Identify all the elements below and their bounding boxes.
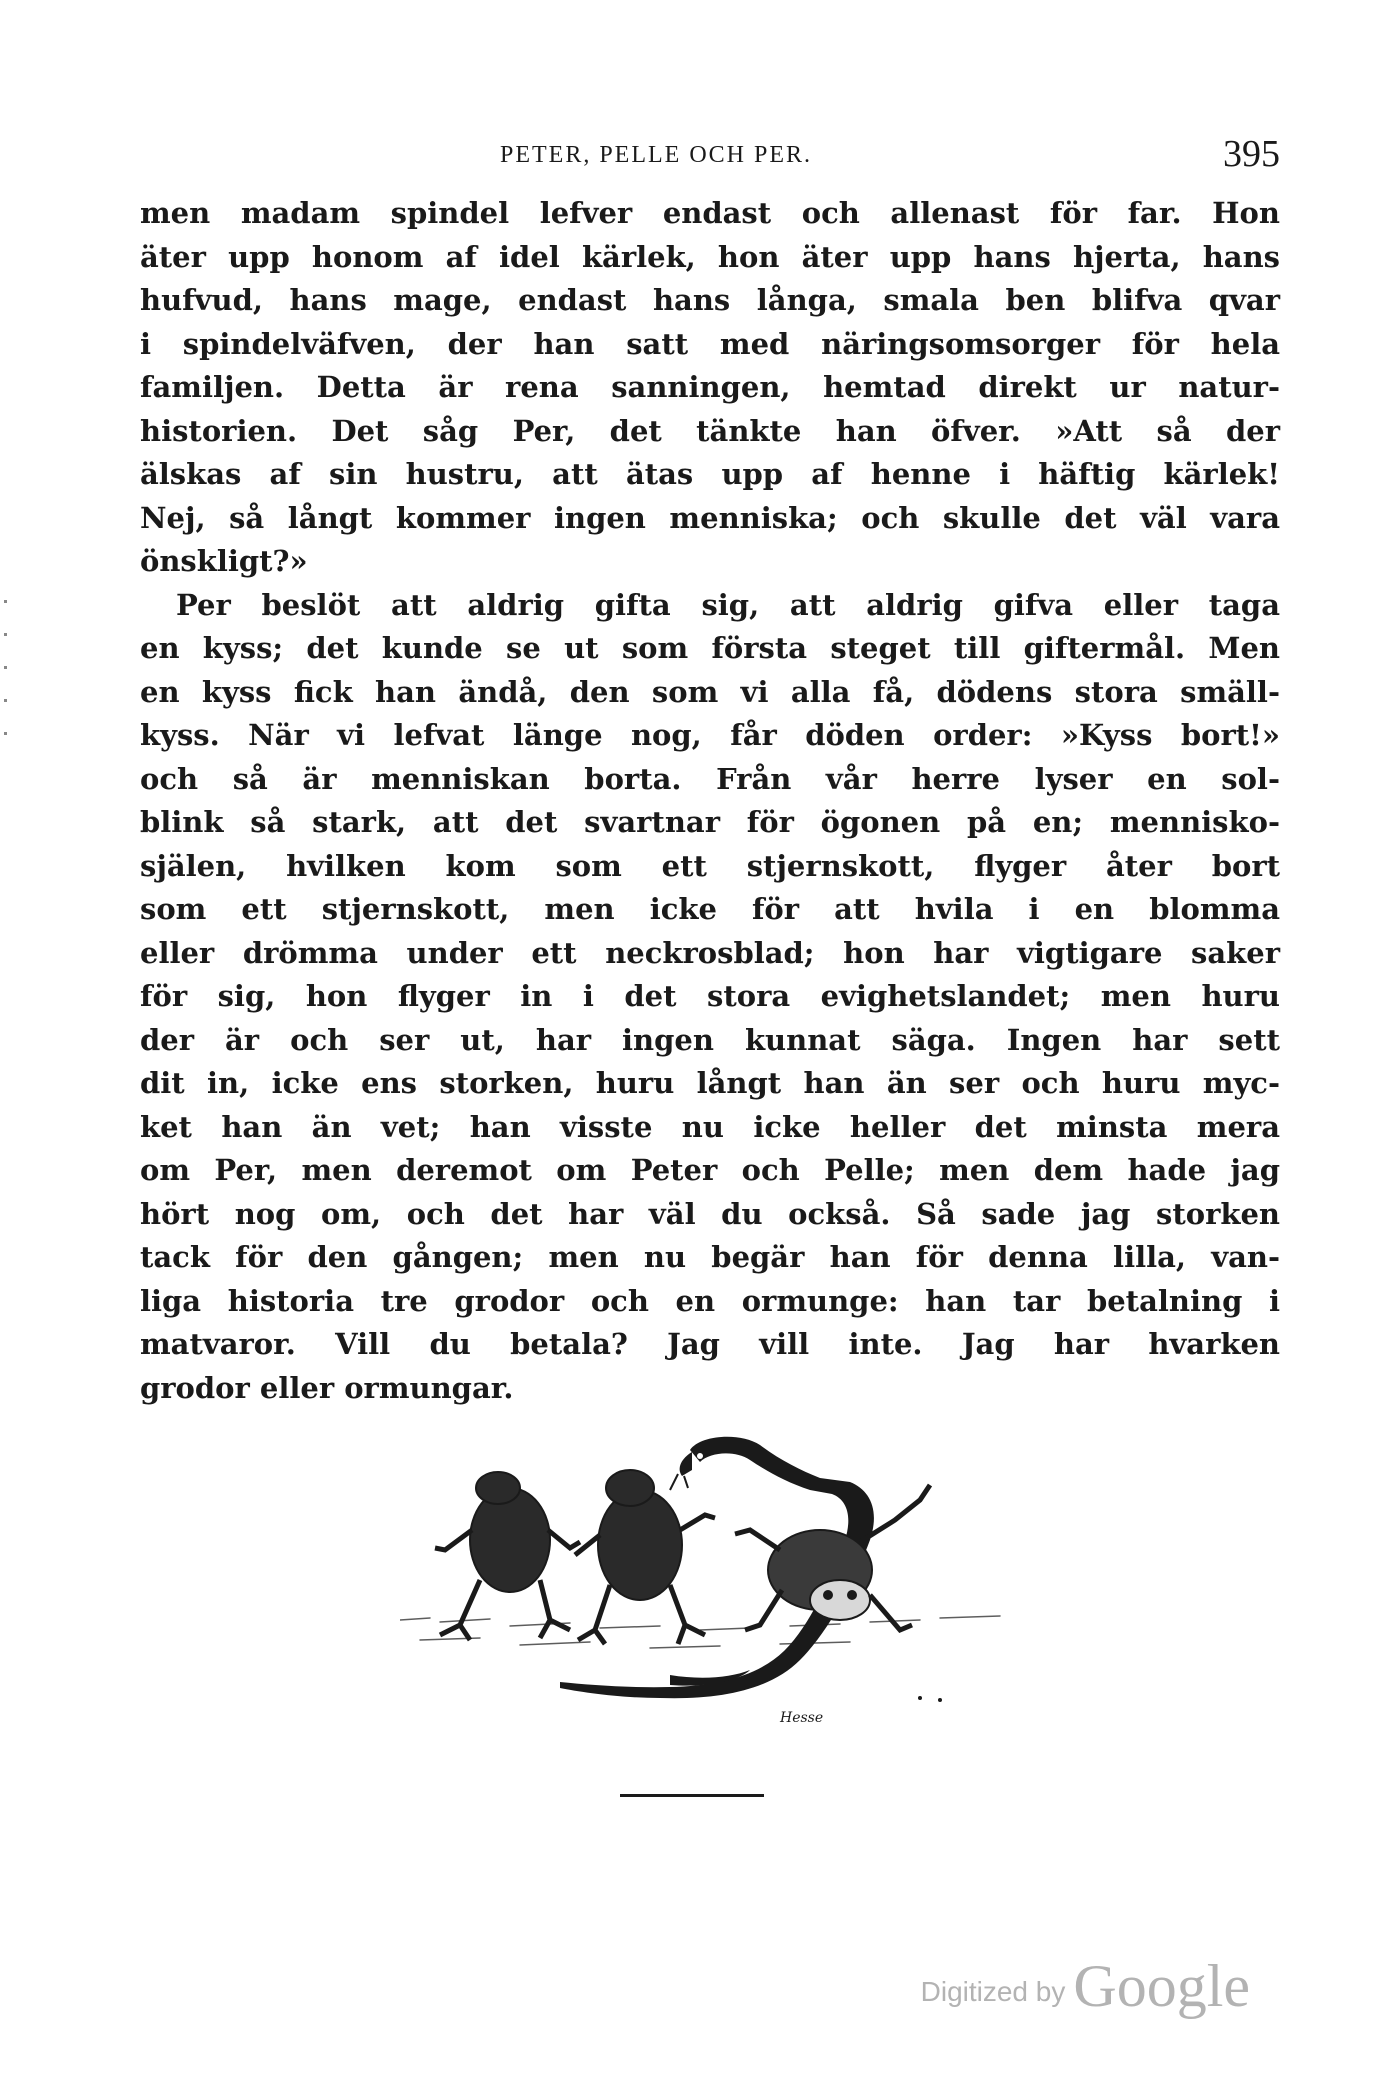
text-line: och så är menniskan borta. Från vår herre lyser en sol-	[140, 761, 1280, 796]
text-line: dit in, icke ens storken, huru långt han än ser och huru myc-	[140, 1066, 1280, 1100]
text-line: kyss. När vi lefvat länge nog, får döden order: »Kyss bort!»	[140, 718, 1280, 752]
text-line: älskas af sin hustru, att ätas upp af henne i häftig kärlek!	[140, 457, 1280, 491]
toads-and-snake-illustration	[400, 1430, 1160, 1750]
text-line: en kyss fick han ändå, den som vi alla få, dödens stora smäll-	[140, 674, 1280, 709]
text-line: för sig, hon flyger in i det stora evighetslandet; men huru	[140, 979, 1280, 1013]
body-text	[140, 192, 1280, 1410]
watermark-prefix: Digitized by	[920, 1976, 1066, 2007]
google-watermark	[920, 1953, 1250, 2019]
page-number: 395	[1223, 133, 1280, 175]
text-line: matvaror. Vill du betala? Jag vill inte. Jag har hvarken	[140, 1327, 1280, 1361]
running-title: PETER, PELLE OCH PER.	[500, 142, 813, 168]
text-line: Nej, så långt kommer ingen menniska; och skulle det väl vara	[140, 500, 1280, 535]
text-line: historien. Det såg Per, det tänkte han öfver. »Att så der	[140, 413, 1280, 448]
text-line: Per beslöt att aldrig gifta sig, att aldrig gifva eller taga	[176, 587, 1280, 622]
toad-middle	[575, 1470, 715, 1644]
text-line: grodor eller ormungar.	[140, 1370, 514, 1405]
text-line: der är och ser ut, har ingen kunnat säga. Ingen har sett	[140, 1022, 1280, 1057]
text-line: om Per, men deremot om Peter och Pelle; men dem hade jag	[140, 1153, 1280, 1187]
text-line: familjen. Detta är rena sanningen, hemtad direkt ur natur-	[140, 370, 1280, 404]
toad-right	[735, 1485, 930, 1630]
scan-edge-marks	[4, 600, 10, 840]
text-line: eller drömma under ett neckrosblad; hon har vigtigare saker	[140, 935, 1280, 970]
text-line: ket han än vet; han visste nu icke heller det minsta mera	[140, 1109, 1280, 1144]
artist-signature: Hesse	[780, 1710, 824, 1726]
text-line: i spindelväfven, der han satt med näringsomsorger för hela	[140, 326, 1280, 361]
text-line: men madam spindel lefver endast och allenast för far. Hon	[140, 196, 1280, 230]
toad-left	[435, 1472, 580, 1640]
text-line: hufvud, hans mage, endast hans långa, smala ben blifva qvar	[140, 283, 1280, 317]
running-head	[140, 128, 1280, 176]
text-line: önskligt?»	[140, 544, 308, 578]
text-line: liga historia tre grodor och en ormunge: han tar betalning i	[140, 1283, 1280, 1318]
text-line: tack för den gången; men nu begär han för denna lilla, van-	[140, 1240, 1280, 1274]
text-line: blink så stark, att det svartnar för ögonen på en; mennisko-	[140, 805, 1280, 839]
text-line: som ett stjernskott, men icke för att hvila i en blomma	[140, 892, 1280, 926]
google-logo: Google	[1073, 1953, 1250, 2019]
text-line: hört nog om, och det har väl du också. Så sade jag storken	[140, 1196, 1280, 1231]
text-line: en kyss; det kunde se ut som första steget till giftermål. Men	[140, 631, 1280, 665]
text-line: själen, hvilken kom som ett stjernskott, flyger åter bort	[140, 848, 1280, 883]
end-rule	[620, 1794, 764, 1797]
text-line: äter upp honom af idel kärlek, hon äter upp hans hjerta, hans	[140, 239, 1280, 274]
